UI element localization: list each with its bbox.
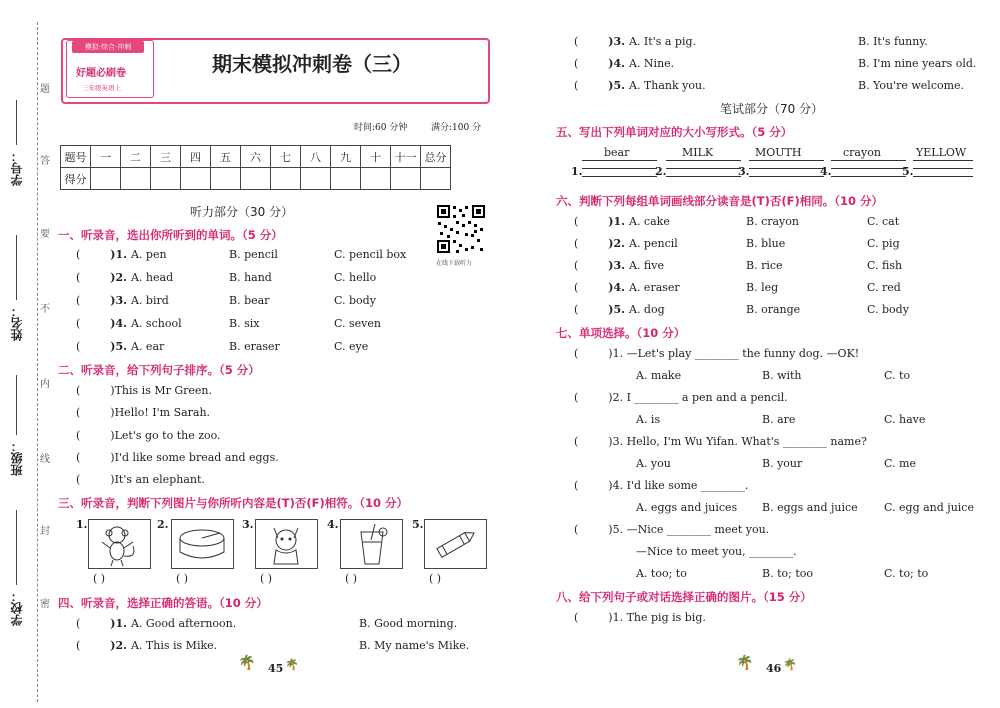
answer-bracket[interactable]: ( ) — [176, 572, 189, 585]
cake-icon — [172, 520, 233, 568]
option-a[interactable]: A. too; to — [636, 567, 687, 580]
word: YELLOW — [916, 146, 967, 159]
answer-bracket[interactable]: ( ) — [260, 572, 273, 585]
score-header: 五 — [211, 146, 241, 168]
writing-line[interactable] — [749, 176, 824, 177]
bracket[interactable]: ( — [76, 384, 81, 397]
writing-line[interactable] — [666, 176, 741, 177]
writing-line[interactable] — [913, 176, 973, 177]
score-header: 二 — [121, 146, 151, 168]
bracket[interactable]: ( — [574, 479, 579, 492]
sentence: )1. The pig is big. — [608, 611, 706, 624]
writing-line[interactable] — [749, 168, 824, 169]
option-a[interactable]: A. eggs and juices — [636, 501, 738, 514]
bracket[interactable]: ( — [76, 451, 81, 464]
s7-q4 — [574, 479, 748, 492]
s4-q4 — [574, 57, 674, 70]
q-num: 3. — [738, 165, 750, 178]
score-header: 十一 — [391, 146, 421, 168]
question-text: )5. —Nice ________ meet you. — [608, 523, 770, 536]
margin-char: 题 — [40, 84, 50, 95]
score-header: 题号 — [61, 146, 91, 168]
bracket[interactable]: ( — [76, 406, 81, 419]
pic-num: 3. — [242, 518, 254, 531]
score-header: 六 — [241, 146, 271, 168]
q-num: 1. — [571, 165, 583, 178]
word-a: A. cake — [629, 215, 670, 228]
section-2-title: 二、听录音，给下列句子排序。（5 分） — [58, 363, 260, 377]
q-num: )1. — [608, 215, 625, 228]
palm-icon: 🌴 — [783, 658, 797, 671]
monkey-picture — [88, 519, 151, 569]
s4-q5 — [574, 79, 706, 92]
score-table — [60, 145, 451, 190]
option-b[interactable]: B. hand — [229, 271, 272, 284]
word-c: C. red — [867, 281, 901, 294]
bracket[interactable]: ( — [574, 237, 579, 250]
option-c[interactable]: C. hello — [334, 271, 377, 284]
school-field[interactable] — [16, 510, 17, 585]
section-3-title: 三、听录音，判断下列图片与你所听内容是(T)否(F)相符。（10 分） — [58, 496, 408, 510]
question-text-2: —Nice to meet you, ________. — [636, 545, 797, 558]
word-c: C. pig — [867, 237, 900, 250]
s7-q5 — [574, 523, 769, 536]
tag-top: 模拟·综合·冲刺 — [72, 41, 144, 53]
q-num: )1. — [110, 248, 127, 261]
s2-item — [76, 451, 279, 464]
answer-bracket[interactable]: ( ) — [345, 572, 358, 585]
bracket[interactable]: ( — [574, 611, 579, 624]
option-b[interactable]: B. Good morning. — [359, 617, 458, 630]
writing-line[interactable] — [831, 168, 906, 169]
s1-q5 — [76, 340, 164, 353]
q-num: )3. — [608, 259, 625, 272]
score-cell[interactable] — [331, 168, 361, 190]
section-4-title: 四、听录音，选择正确的答语。（10 分） — [58, 596, 268, 610]
option-b[interactable]: B. pencil — [229, 248, 278, 261]
word-c: C. fish — [867, 259, 903, 272]
option-b[interactable]: B. It's funny. — [858, 35, 928, 48]
option-a[interactable]: A. Good afternoon. — [131, 617, 237, 630]
school-label: 学校： — [10, 590, 24, 626]
crayon-picture — [424, 519, 487, 569]
option-b[interactable]: B. I'm nine years old. — [858, 57, 977, 70]
tag-title: 好题必刷卷 — [76, 68, 126, 79]
option-b[interactable]: B. your — [762, 457, 803, 470]
option-c[interactable]: C. seven — [334, 317, 381, 330]
question-text: )4. I'd like some ________. — [608, 479, 749, 492]
bracket[interactable]: ( — [76, 317, 81, 330]
score-header: 三 — [151, 146, 181, 168]
word-a: A. dog — [629, 303, 665, 316]
margin-char: 内 — [40, 379, 50, 390]
option-a[interactable]: A. make — [636, 369, 682, 382]
pic-num: 5. — [412, 518, 424, 531]
word-c: C. body — [867, 303, 909, 316]
option-c[interactable]: C. eye — [334, 340, 369, 353]
option-a[interactable]: A. school — [131, 317, 182, 330]
word-c: C. cat — [867, 215, 900, 228]
score-header: 八 — [301, 146, 331, 168]
word-a: A. eraser — [629, 281, 680, 294]
word-b: B. crayon — [746, 215, 799, 228]
class-field[interactable] — [16, 375, 17, 435]
option-a[interactable]: A. is — [636, 413, 661, 426]
s1-q1 — [76, 248, 167, 261]
option-a[interactable]: A. This is Mike. — [131, 639, 218, 652]
q-num: )3. — [110, 294, 127, 307]
cat-picture — [255, 519, 318, 569]
page-title: 期末模拟冲刺卷（三） — [212, 52, 412, 76]
q-num: )5. — [110, 340, 127, 353]
option-a[interactable]: A. ear — [131, 340, 165, 353]
bracket[interactable]: ( — [76, 294, 81, 307]
option-a[interactable]: A. Nine. — [629, 57, 675, 70]
score-header: 七 — [271, 146, 301, 168]
score-cell[interactable] — [121, 168, 151, 190]
option-b[interactable]: B. bear — [229, 294, 270, 307]
score-cell[interactable] — [301, 168, 331, 190]
pic-num: 4. — [327, 518, 339, 531]
margin-char: 封 — [40, 526, 50, 537]
bracket[interactable]: ( — [574, 57, 579, 70]
score-cell[interactable] — [241, 168, 271, 190]
palm-icon: 🌴 — [285, 658, 299, 671]
sentence: )This is Mr Green. — [110, 384, 212, 397]
score-header: 四 — [181, 146, 211, 168]
margin-char: 线 — [40, 454, 50, 465]
score-row-label: 得分 — [61, 168, 91, 190]
q-num: )4. — [608, 281, 625, 294]
page-number-left: 45 — [268, 662, 284, 675]
section-5-title: 五、写出下列单词对应的大小写形式。（5 分） — [556, 125, 793, 139]
s7-q3 — [574, 435, 867, 448]
word: bear — [604, 146, 630, 159]
score-header: 十 — [361, 146, 391, 168]
bracket[interactable]: ( — [76, 271, 81, 284]
score-cell[interactable] — [271, 168, 301, 190]
s6-q4 — [574, 281, 680, 294]
class-label: 班级： — [10, 440, 24, 476]
bracket[interactable]: ( — [76, 340, 81, 353]
s4-q1 — [76, 617, 236, 630]
question-text: )1. —Let's play ________ the funny dog. —OK! — [608, 347, 860, 360]
bracket[interactable]: ( — [76, 429, 81, 442]
word-a: A. pencil — [629, 237, 678, 250]
s4-q2 — [76, 639, 217, 652]
s2-item — [76, 406, 210, 419]
s6-q1 — [574, 215, 670, 228]
section-7-title: 七、单项选择。（10 分） — [556, 326, 686, 340]
time-label: 时间:60 分钟 — [354, 123, 408, 133]
score-cell[interactable] — [181, 168, 211, 190]
option-b[interactable]: B. with — [762, 369, 802, 382]
sentence: )I'd like some bread and eggs. — [110, 451, 279, 464]
sentence: )Hello! I'm Sarah. — [110, 406, 211, 419]
cake-picture — [171, 519, 234, 569]
q-num: )2. — [110, 271, 127, 284]
word-b: B. rice — [746, 259, 783, 272]
margin-char: 不 — [40, 304, 50, 315]
score-cell[interactable] — [391, 168, 421, 190]
score-header: 九 — [331, 146, 361, 168]
q-num: )4. — [608, 57, 625, 70]
writing-title: 笔试部分（70 分） — [720, 102, 824, 116]
bracket[interactable]: ( — [76, 617, 81, 630]
q-num: 4. — [820, 165, 832, 178]
writing-line[interactable] — [749, 160, 824, 161]
score-cell[interactable] — [91, 168, 121, 190]
writing-line[interactable] — [913, 160, 973, 161]
option-c[interactable]: C. body — [334, 294, 376, 307]
option-b[interactable]: B. You're welcome. — [858, 79, 965, 92]
qr-code-icon[interactable] — [436, 204, 486, 254]
score-cell[interactable] — [151, 168, 181, 190]
word-b: B. orange — [746, 303, 801, 316]
q-num: )2. — [110, 639, 127, 652]
s1-q2 — [76, 271, 173, 284]
s1-q3 — [76, 294, 169, 307]
option-b[interactable]: B. eggs and juice — [762, 501, 858, 514]
sentence: )Let's go to the zoo. — [110, 429, 221, 442]
q-num: 5. — [902, 165, 914, 178]
writing-line[interactable] — [582, 160, 657, 161]
option-c[interactable]: C. to — [884, 369, 911, 382]
option-a[interactable]: A. you — [636, 457, 671, 470]
option-a[interactable]: A. bird — [131, 294, 169, 307]
listening-title: 听力部分（30 分） — [190, 205, 294, 219]
word: MILK — [682, 146, 714, 159]
tag-sub: 三年级英语上 — [82, 84, 121, 92]
margin-char: 密 — [40, 599, 50, 610]
full-score-label: 满分:100 分 — [431, 123, 482, 133]
bracket[interactable]: ( — [76, 248, 81, 261]
cat-icon — [256, 520, 317, 568]
bracket[interactable]: ( — [574, 523, 579, 536]
word: MOUTH — [755, 146, 802, 159]
q-num: )1. — [110, 617, 127, 630]
student-id-label: 学号： — [10, 150, 24, 186]
bracket[interactable]: ( — [76, 473, 81, 486]
option-b[interactable]: B. six — [229, 317, 260, 330]
option-a[interactable]: A. head — [131, 271, 174, 284]
answer-bracket[interactable]: ( ) — [93, 572, 106, 585]
word: crayon — [843, 146, 881, 159]
option-a[interactable]: A. It's a pig. — [629, 35, 697, 48]
s6-q3 — [574, 259, 664, 272]
s2-item — [76, 384, 212, 397]
word-b: B. blue — [746, 237, 786, 250]
juice-picture — [340, 519, 403, 569]
option-c[interactable]: C. me — [884, 457, 916, 470]
name-field[interactable] — [16, 235, 17, 300]
pic-num: 2. — [157, 518, 169, 531]
score-header: 总分 — [421, 146, 451, 168]
option-a[interactable]: A. pen — [131, 248, 167, 261]
option-c[interactable]: C. egg and juice — [884, 501, 974, 514]
writing-line[interactable] — [582, 168, 657, 169]
section-1-title: 一、听录音，选出你所听到的单词。（5 分） — [58, 228, 283, 242]
bracket[interactable]: ( — [574, 281, 579, 294]
score-header: 一 — [91, 146, 121, 168]
bracket[interactable]: ( — [574, 35, 579, 48]
section-6-title: 六、判断下列每组单词画线部分读音是(T)否(F)相同。（10 分） — [556, 194, 883, 208]
s7-q2 — [574, 391, 788, 404]
writing-line[interactable] — [582, 176, 657, 177]
s6-q2 — [574, 237, 678, 250]
s2-item — [76, 429, 221, 442]
answer-bracket[interactable]: ( ) — [429, 572, 442, 585]
option-c[interactable]: C. pencil box — [334, 248, 407, 261]
binding-line — [37, 22, 38, 702]
option-b[interactable]: B. are — [762, 413, 796, 426]
bracket[interactable]: ( — [574, 435, 579, 448]
s8-q1 — [574, 611, 706, 624]
s2-item — [76, 473, 205, 486]
option-b[interactable]: B. to; too — [762, 567, 813, 580]
qr-caption: 在线下载听力 — [436, 260, 473, 267]
word-a: A. five — [629, 259, 664, 272]
option-b[interactable]: B. eraser — [229, 340, 280, 353]
writing-line[interactable] — [913, 168, 973, 169]
writing-line[interactable] — [831, 160, 906, 161]
page-number-right: 46 — [766, 662, 782, 675]
section-8-title: 八、给下列句子或对话选择正确的图片。（15 分） — [556, 590, 812, 604]
option-a[interactable]: A. Thank you. — [629, 79, 706, 92]
bracket[interactable]: ( — [574, 79, 579, 92]
monkey-icon — [89, 520, 150, 568]
q-num: )5. — [608, 79, 625, 92]
juice-icon — [341, 520, 402, 568]
palm-icon: 🌴 — [238, 655, 256, 671]
student-id-field[interactable] — [16, 100, 17, 145]
bracket[interactable]: ( — [574, 347, 579, 360]
q-num: )3. — [608, 35, 625, 48]
q-num: )4. — [110, 317, 127, 330]
s1-q4 — [76, 317, 182, 330]
score-cell[interactable] — [421, 168, 451, 190]
bracket[interactable]: ( — [76, 639, 81, 652]
palm-icon: 🌴 — [736, 655, 754, 671]
bracket[interactable]: ( — [574, 259, 579, 272]
sentence: )It's an elephant. — [110, 473, 205, 486]
bracket[interactable]: ( — [574, 391, 579, 404]
bracket[interactable]: ( — [574, 303, 579, 316]
crayon-icon — [425, 520, 486, 568]
option-c[interactable]: C. to; to — [884, 567, 929, 580]
q-num: )5. — [608, 303, 625, 316]
pic-num: 1. — [76, 518, 88, 531]
writing-line[interactable] — [666, 168, 741, 169]
s7-q1 — [574, 347, 859, 360]
option-c[interactable]: C. have — [884, 413, 926, 426]
score-cell[interactable] — [361, 168, 391, 190]
margin-char: 要 — [40, 229, 50, 240]
margin-char: 答 — [40, 156, 50, 167]
bracket[interactable]: ( — [574, 215, 579, 228]
writing-line[interactable] — [831, 176, 906, 177]
writing-line[interactable] — [666, 160, 741, 161]
s6-q5 — [574, 303, 665, 316]
q-num: 2. — [655, 165, 667, 178]
name-label: 姓名： — [10, 305, 24, 341]
q-num: )2. — [608, 237, 625, 250]
score-cell[interactable] — [211, 168, 241, 190]
question-text: )3. Hello, I'm Wu Yifan. What's ________ name? — [608, 435, 867, 448]
question-text: )2. I ________ a pen and a pencil. — [608, 391, 788, 404]
option-b[interactable]: B. My name's Mike. — [359, 639, 470, 652]
word-b: B. leg — [746, 281, 779, 294]
s4-q3 — [574, 35, 696, 48]
